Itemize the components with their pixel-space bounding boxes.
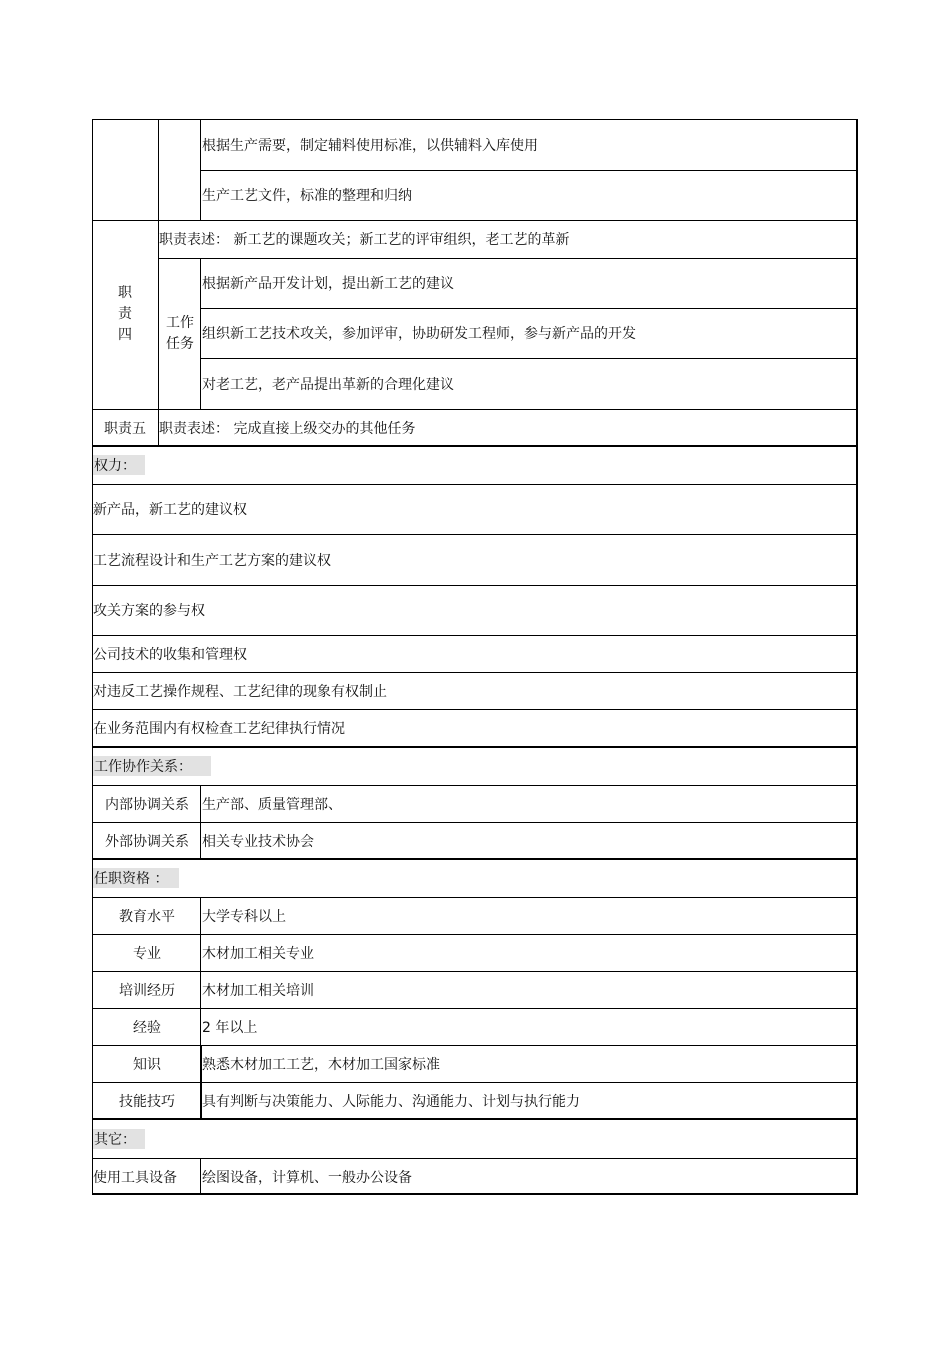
coop-value-text: 生产部、质量管理部、 bbox=[202, 796, 342, 813]
qual-value-text: 木材加工相关专业 bbox=[202, 945, 314, 962]
qual-value bbox=[202, 1008, 842, 1045]
rights-item bbox=[93, 635, 247, 672]
qual-value-text: 熟悉木材加工工艺，木材加工国家标准 bbox=[202, 1056, 440, 1073]
grid-line bbox=[200, 308, 858, 309]
qual-value bbox=[202, 971, 842, 1008]
grid-line bbox=[158, 220, 159, 446]
task-label-line: 工作 bbox=[166, 314, 194, 331]
qual-value bbox=[202, 1082, 842, 1119]
other-title bbox=[92, 1129, 145, 1149]
task-text: 对老工艺，老产品提出革新的合理化建议 bbox=[202, 376, 454, 393]
rights-title bbox=[92, 455, 145, 475]
rights-item bbox=[93, 709, 345, 747]
duty5-description-text: 职责表述： 完成直接上级交办的其他任务 bbox=[159, 420, 416, 437]
qual-value-text: 木材加工相关培训 bbox=[202, 982, 314, 999]
duty5-label-text: 职责五 bbox=[104, 420, 146, 437]
qual-label-text: 培训经历 bbox=[119, 982, 175, 999]
rights-item bbox=[93, 585, 205, 635]
grid-line bbox=[92, 822, 858, 823]
grid-line bbox=[92, 635, 858, 636]
grid-line bbox=[200, 1158, 201, 1195]
cooperation-title-text: 工作协作关系： bbox=[94, 759, 192, 775]
grid-line bbox=[201, 1045, 202, 1119]
qual-label bbox=[93, 971, 201, 1008]
rights-item-text: 攻关方案的参与权 bbox=[93, 603, 205, 619]
qual-value bbox=[202, 897, 842, 934]
grid-line bbox=[92, 709, 858, 710]
qual-value-text: 大学专科以上 bbox=[202, 908, 286, 925]
grid-line bbox=[92, 1045, 858, 1046]
qual-label bbox=[93, 1082, 201, 1119]
other-label bbox=[93, 1158, 201, 1195]
section-divider bbox=[92, 746, 858, 748]
qual-label bbox=[93, 934, 201, 971]
qual-label-text: 教育水平 bbox=[119, 908, 175, 925]
coop-value bbox=[202, 785, 842, 822]
duty5-description bbox=[159, 409, 849, 446]
coop-value bbox=[202, 822, 842, 859]
qual-label-text: 专业 bbox=[133, 945, 161, 962]
other-label-text: 使用工具设备 bbox=[93, 1169, 177, 1186]
duty4-label bbox=[92, 220, 158, 409]
task-text: 根据新产品开发计划，提出新工艺的建议 bbox=[202, 276, 454, 292]
other-value bbox=[202, 1158, 842, 1195]
task-cell bbox=[202, 308, 852, 358]
grid-line bbox=[200, 785, 201, 859]
rights-item bbox=[93, 672, 387, 709]
qualifications-title bbox=[92, 868, 179, 888]
coop-value-text: 相关专业技术协会 bbox=[202, 833, 314, 850]
task-text: 生产工艺文件，标准的整理和归纳 bbox=[202, 188, 412, 204]
rights-item-text: 工艺流程设计和生产工艺方案的建议权 bbox=[93, 552, 331, 569]
grid-line bbox=[92, 1082, 858, 1083]
rights-item-text: 在业务范围内有权检查工艺纪律执行情况 bbox=[93, 721, 345, 737]
qual-label-text: 知识 bbox=[133, 1056, 161, 1073]
qualifications-title-text: 任职资格 ： bbox=[94, 871, 169, 887]
duty4-label-char: 责 bbox=[118, 306, 132, 322]
rights-item-text: 公司技术的收集和管理权 bbox=[93, 646, 247, 663]
task-cell bbox=[202, 258, 852, 308]
section-divider bbox=[92, 858, 858, 860]
task-label-line: 任务 bbox=[166, 335, 194, 352]
qual-label bbox=[93, 1045, 201, 1082]
task-cell bbox=[202, 170, 852, 220]
grid-line bbox=[200, 358, 858, 359]
duty5-label bbox=[92, 409, 158, 446]
duty4-task-label bbox=[159, 258, 201, 409]
qual-label bbox=[93, 897, 201, 934]
qual-label-text: 技能技巧 bbox=[119, 1093, 175, 1110]
other-value-text: 绘图设备，计算机、一般办公设备 bbox=[202, 1169, 412, 1186]
section-divider bbox=[92, 1118, 858, 1120]
duty4-description-text: 职责表述： 新工艺的课题攻关；新工艺的评审组织，老工艺的革新 bbox=[159, 232, 570, 248]
grid-line bbox=[92, 585, 858, 586]
rights-item-text: 新产品，新工艺的建议权 bbox=[93, 502, 247, 518]
coop-label-text: 内部协调关系 bbox=[105, 796, 189, 813]
qual-label bbox=[93, 1008, 201, 1045]
grid-line bbox=[158, 119, 159, 220]
task-cell bbox=[202, 119, 852, 170]
duty4-label-char: 四 bbox=[118, 327, 132, 343]
grid-line bbox=[92, 971, 858, 972]
task-cell bbox=[202, 358, 852, 409]
grid-line bbox=[92, 934, 858, 935]
coop-label-text: 外部协调关系 bbox=[105, 833, 189, 850]
grid-line bbox=[200, 170, 858, 171]
qual-value-text: 具有判断与决策能力、人际能力、沟通能力、计划与执行能力 bbox=[202, 1093, 580, 1110]
qual-value bbox=[202, 934, 842, 971]
qual-value bbox=[202, 1045, 842, 1082]
task-text: 组织新工艺技术攻关，参加评审，协助研发工程师，参与新产品的开发 bbox=[202, 326, 636, 342]
rights-item bbox=[93, 534, 331, 585]
rights-item bbox=[93, 484, 247, 534]
other-title-text: 其它： bbox=[94, 1132, 136, 1148]
rights-item-text: 对违反工艺操作规程、工艺纪律的现象有权制止 bbox=[93, 683, 387, 700]
coop-label bbox=[93, 822, 201, 859]
grid-line bbox=[92, 1008, 858, 1009]
grid-line bbox=[92, 1158, 858, 1159]
grid-line bbox=[92, 534, 858, 535]
grid-line bbox=[92, 220, 858, 221]
coop-label bbox=[93, 785, 201, 822]
duty4-label-char: 职 bbox=[118, 285, 132, 301]
grid-line bbox=[92, 672, 858, 673]
grid-line bbox=[92, 785, 858, 786]
section-divider bbox=[92, 445, 858, 447]
grid-line bbox=[200, 258, 201, 409]
task-text: 根据生产需要，制定辅料使用标准，以供辅料入库使用 bbox=[202, 137, 538, 154]
cooperation-title bbox=[92, 756, 211, 776]
rights-title-text: 权力： bbox=[94, 458, 136, 474]
qual-value-text: 2 年以上 bbox=[202, 1019, 258, 1036]
duty4-description bbox=[159, 220, 849, 258]
grid-line bbox=[92, 897, 858, 898]
grid-line bbox=[92, 409, 858, 410]
qual-label-text: 经验 bbox=[133, 1019, 161, 1036]
grid-line bbox=[158, 258, 858, 259]
grid-line bbox=[92, 484, 858, 485]
